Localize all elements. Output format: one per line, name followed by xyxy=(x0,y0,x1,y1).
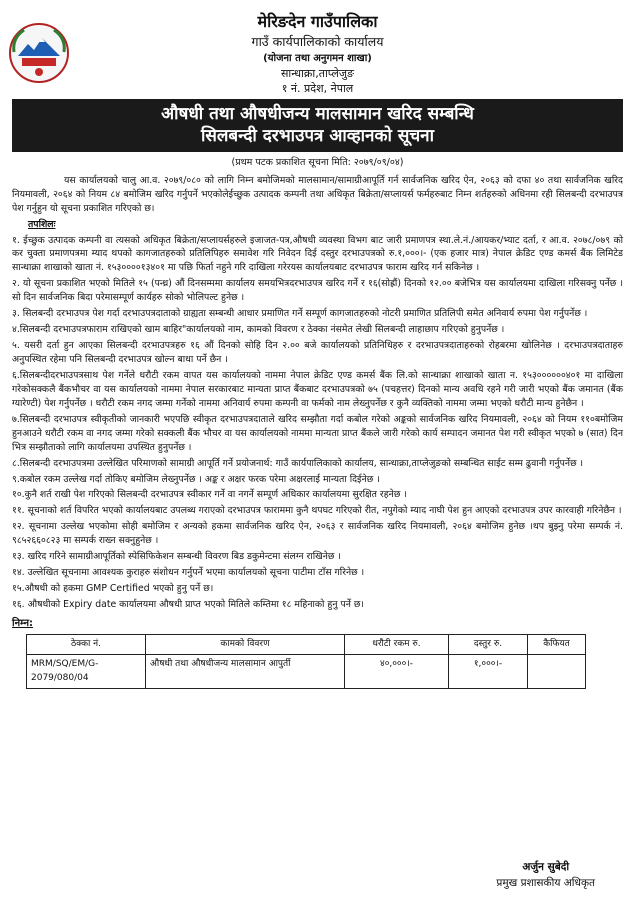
condition-item: ३. सिलबन्दी दरभाउपत्र पेश गर्दा दरभाउपत्रदाताको ग्राह्यता सम्बन्धी आधार प्रमाणित गर्ने सम्पूर्ण कागजातहरुको नोटरी प्रमाणित प्रतिलिपी समेत अनिवार्य रुपमा पेश गर्नुपर्नेछ । xyxy=(12,308,588,320)
notice-body xyxy=(12,174,623,690)
cell-remarks xyxy=(528,655,586,689)
condition-item: ५. यसरी दर्ता हुन आएका सिलबन्दी दरभाउपत्रहरु १६ औं दिनको सोहि दिन २.०० बजे कार्यालयको प्रतिनिधिहरु र दरभाउपत्रदाताहरुको रोहबरमा खोलिनेछ । दरभाउपत्रदाताहरु अनुपस्थित रहेमा पनि सिलबन्दी दरभाउपत्र खोल्न बाधा पर्ने छैन । xyxy=(12,340,623,365)
signature-block xyxy=(496,860,595,892)
col-header-remarks: कैफियत xyxy=(528,634,586,655)
col-header-description: कामको विवरण xyxy=(146,634,345,655)
table-row xyxy=(27,655,586,689)
condition-item: ९.कबोल रकम उल्लेख गर्दा तोकिए बमोजिम लेख्नुपर्नेछ । अङ्क र अक्षर फरक परेमा अक्षरलाई मान्यता दिईनेछ । xyxy=(12,473,380,485)
municipality-emblem-icon xyxy=(8,22,70,84)
col-header-deposit: धरौटी रकम रु. xyxy=(345,634,449,655)
condition-item: १३. खरिद गरिने सामाग्रीआपूर्तिको स्पेसिफिकेशन सम्बन्धी विवरण बिड डकुमेन्टमा संलग्न राखिनेछ । xyxy=(12,551,341,563)
notice-title-banner xyxy=(12,99,623,152)
section-name: (योजना तथा अनुगमन शाखा) xyxy=(263,53,372,65)
table-header-row xyxy=(27,634,586,655)
cell-deposit: ४०,०००।- xyxy=(345,655,449,689)
intro-paragraph: यस कार्यालयको चालु आ.व. २०७९/०८० को लागि निम्न बमोजिमको मालसामान/सामाग्रीआपूर्ति गर्न सार्वजनिक खरिद ऐन, २०६३ को दफा ४० तथा सार्वजनिक खरिद नियमावली, २०६४ को नियम ८४ बमोजिम खरिद गर्नुपर्ने भएकोलेईच्छुक उत्पादक कम्पनी तथा अधिकृत बिक्रेता/सप्लायर्स फर्महरुबाट निम्न शर्तहरुको अधिनमा रही सिलबन्दी दरभाउपत्र पेश गर्नुहुन यो सूचना प्रकाशित गरिएको छ। xyxy=(12,174,623,214)
condition-item: ७.सिलबन्दी दरभाउपत्र स्वीकृतीको जानकारी भएपछि स्वीकृत दरभाउपत्रदाताले खरिद सम्झौता गर्दा कबोल गरेको अङ्कको सार्वजनिक खरिद नियमावली, २०६४ को नियम ११०बमोजिम हुनआउने धरौटी रकम वा नगद जम्मा गरेको सक्कली बैंक भौचर वा यस कार्यालयको नाममा मान्यता प्राप्त बैंकले जारी गरेको कार्य सम्पादन जमानत पेश गरी स्वीकृत भएको ७ (सात) दिन भित्र सम्झौताको लागि कार्यालयमा उपस्थित हुनुपर्नेछ । xyxy=(12,413,623,453)
province-line: १ नं. प्रदेश, नेपाल xyxy=(281,82,354,96)
conditions-heading: तपशिलः xyxy=(28,218,56,230)
note-heading: निम्न: xyxy=(12,617,34,629)
office-location: सान्धाक्रा,ताप्लेजुङ xyxy=(280,67,355,81)
condition-item: ११. सूचनाको शर्त विपरित भएको कार्यालयबाट उपलब्ध गराएको दरभाउपत्र फाराममा कुनै थपघट गरिएको रीत, नपुगेको म्याद नाघी पेश हुन आएको दरभाउपत्र उपर कारवाही गरिनेछैन । xyxy=(12,505,622,517)
condition-item: ६.सिलबन्दीदरभाउपत्रसाथ पेश गर्नेले धरौटी रकम वापत यस कार्यालयको नाममा नेपाल क्रेडिट एण्ड कमर्स बैंक लि.को सान्धाक्रा शाखाको खाता न. १५३००००००४०१ मा दाखिला गरेकोसक्कलै बैंकभौचर वा यस कार्यालयको नाममा नेपाल सरकारबाट मान्यता प्राप्त बैंकबाट दरभाउपत्रको ७५ (पचहत्तर) दिनको मान्य अवधि रहने गरी जारी भएको बैंक जमानत (बैंक ग्यारेण्टी) पेश गर्नुपर्नेछ । धरौटी रकम नगद जम्मा गर्नेको नाममा अनिवार्य रुपमा कम्पनी वा फर्मको नाम लेख्नुपर्नेछ र कुनै व्यक्तिको नाममा जम्मा भएको धरौटी मान्य हुनेछैन । xyxy=(12,369,623,409)
cell-contract-no: MRM/SQ/EM/G-2079/080/04 xyxy=(27,655,146,689)
condition-item: १४. उल्लेखित सूचनामा आवश्यक कुराहरु संशोधन गर्नुपर्ने भएमा कार्यालयको सूचना पाटीमा टाँस गरिनेछ । xyxy=(12,567,365,579)
condition-item: ४.सिलबन्दी दरभाउपत्रफाराम राखिएको खाम बाहिर"कार्यालयको नाम, कामको विवरण र ठेक्का नंसमेत लेखी सिलबन्दी लाहाछाप गरिएको हुनुपर्नेछ । xyxy=(12,324,505,336)
condition-item: १२. सूचनामा उल्लेख भएकोमा सोही बमोजिम र अन्यको हकमा सार्वजनिक खरिद ऐन, २०६३ र सार्वजनिक खरिद नियमावली, २०६४ बमोजिम हुनेछ ।थप बुझ्नु परेमा सम्पर्क नं. ९८५२६६०८२३ मा सम्पर्क राख्न सक्नुहुनेछ । xyxy=(12,521,623,547)
condition-item: १. ईच्छुक उत्पादक कम्पनी वा त्यसको अधिकृत बिक्रेता/सप्लायर्सहरुले इजाजत-पत्र,औषधी व्यवस्था विभग बाट जारी प्रमाणपत्र स्था.ले.नं./आयकर/भ्याट दर्ता, र आ.व. २०७८/०७९ को कर चुक्ता प्रमाणपत्रमा म्याद थपको कागजातहरुको प्रतिलिपिहरु समावेश गरि निवेदन दिई दस्तुर दरभाउपत्रको रु.१,०००।- (एक हजार मात्र) नेपाल क्रेडिट एण्ड कमर्स बैंक लिमिटेड सान्धाक्रा शाखाको खाता नं. १५३००००१३४०१ मा पछि फिर्ता नहुने गरि दाखिला गरेरयस कार्यालयबाट दरभाउपत्र फाराम खरिद गर्न सकिनेछ । xyxy=(12,234,623,274)
condition-item: २. यो सूचना प्रकाशित भएको मितिले १५ (पन्ध्र) औं दिनसम्ममा कार्यालय समयभित्रदरभाउपत्र खरिद गर्ने र १६(सोह्रौं) दिनको १२.०० बजेभित्र यस कार्यालयमा दाखिला गरिसक्नु पर्नेछ । सो दिन सार्वजनिक बिदा परेमासम्पूर्ण कार्यहरु सोको भोलिपल्ट हुनेछ । xyxy=(12,278,623,304)
cell-description: औषधी तथा औषधीजन्य मालसामान आपुर्ती xyxy=(146,655,345,689)
col-header-contract-no: ठेक्का नं. xyxy=(27,634,146,655)
condition-item: १५.औषधी को हकमा GMP Certified भएको हुनु पर्ने छ। xyxy=(12,583,214,595)
signatory-name: अर्जुन सुबेदी xyxy=(522,861,570,873)
notice-title-line1: औषधी तथा औषधीजन्य मालसामान खरिद सम्बन्धि xyxy=(161,103,474,124)
signatory-title: प्रमुख प्रशासकीय अधिकृत xyxy=(496,876,595,889)
office-header xyxy=(12,0,623,96)
condition-item: ८.सिलबन्दी दरभाउपत्रमा उल्लेखित परिमाणको सामाग्री आपूर्ति गर्ने प्रयोजनार्थ: गाउँ कार्यपालिकाको कार्यालय, सान्धाक्रा,ताप्लेजुङको सम्बन्धित साईट सम्म ढुवानी गर्नुपर्नेछ । xyxy=(12,457,584,469)
condition-item: १०.कुनै शर्त राखी पेश गरिएको सिलबन्दी दरभाउपत्र स्वीकार गर्ने वा नगर्ने सम्पूर्ण अधिकार कार्यालयमा सुरक्षित रहनेछ । xyxy=(12,489,407,501)
office-name: गाउँ कार्यपालिकाको कार्यालय xyxy=(251,34,384,50)
municipality-name: मेरिङदेन गाउँपालिका xyxy=(257,12,378,31)
tender-table xyxy=(26,634,586,690)
cell-fee: १,०००।- xyxy=(449,655,528,689)
condition-item: १६. औषधीको Expiry date कार्यालयमा औषधी प्राप्त भएको मितिले कम्तिमा १८ महिनाको हुनु पर्ने छ। xyxy=(12,599,364,610)
publish-date-note: (प्रथम पटक प्रकाशित सूचना मिति: २०७९/०९/०४) xyxy=(231,156,404,168)
notice-title-line2: सिलबन्दी दरभाउपत्र आव्हानको सूचना xyxy=(201,125,434,146)
col-header-fee: दस्तुर रु. xyxy=(449,634,528,655)
